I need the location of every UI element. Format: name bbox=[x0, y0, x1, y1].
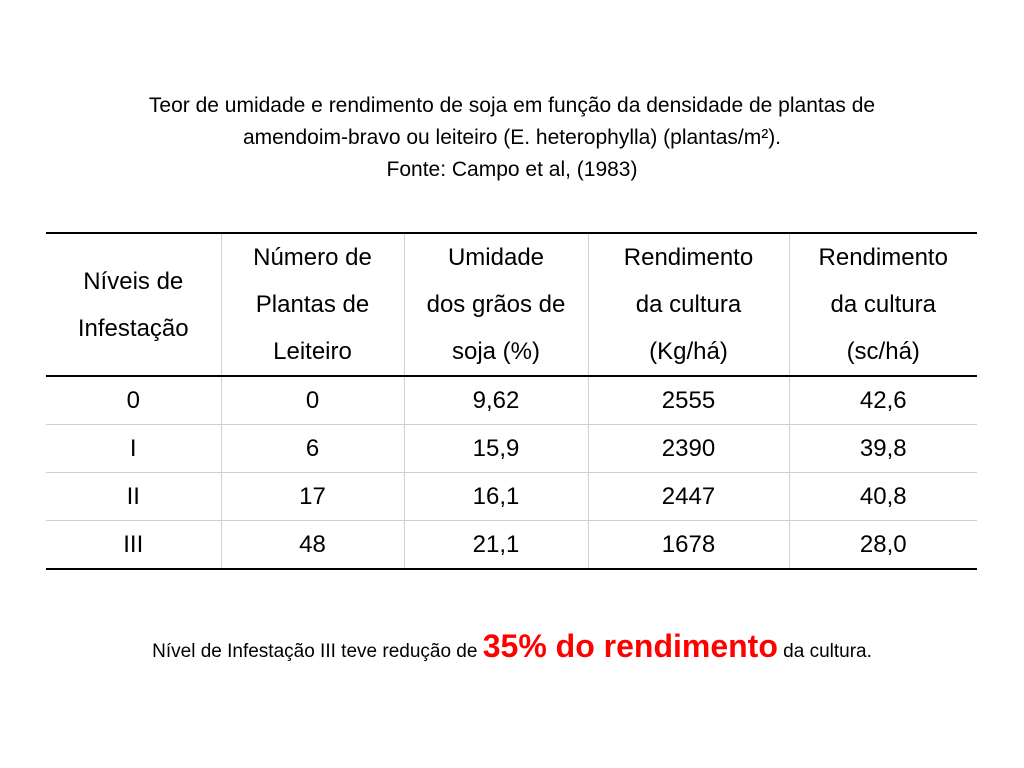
conclusion-prefix: Nível de Infestação III teve redução de bbox=[152, 641, 483, 662]
header-text-line: da cultura bbox=[830, 291, 936, 318]
cell-yield-kg: 2390 bbox=[588, 425, 789, 473]
table-body bbox=[46, 376, 977, 569]
table-header bbox=[46, 233, 977, 376]
cell-plant-count: 48 bbox=[221, 521, 404, 570]
header-text-line: Rendimento bbox=[623, 244, 754, 271]
cell-grain-moisture: 21,1 bbox=[404, 521, 588, 570]
header-text-line: Umidade bbox=[447, 244, 545, 271]
header-text-line: Níveis de bbox=[83, 267, 184, 295]
cell-infestation-level: I bbox=[46, 425, 221, 473]
cell-yield-sc: 39,8 bbox=[789, 425, 977, 473]
header-text-line: Número de bbox=[253, 244, 372, 271]
table-caption bbox=[40, 90, 984, 186]
table-row bbox=[46, 425, 977, 473]
header-text-line: (sc/há) bbox=[846, 338, 920, 365]
cell-infestation-level: III bbox=[46, 521, 221, 570]
cell-yield-sc: 42,6 bbox=[789, 376, 977, 425]
conclusion-highlight: 35% do rendimento bbox=[482, 628, 778, 664]
cell-yield-kg: 2555 bbox=[588, 376, 789, 425]
cell-grain-moisture: 16,1 bbox=[404, 473, 588, 521]
cell-yield-sc: 28,0 bbox=[789, 521, 977, 570]
cell-infestation-level: II bbox=[46, 473, 221, 521]
caption-line-2: amendoim-bravo ou leiteiro (E. heterophylla) (plantas/m²). bbox=[242, 126, 782, 149]
header-yield-kg bbox=[588, 233, 789, 376]
header-text-line: da cultura bbox=[635, 291, 742, 318]
table-row bbox=[46, 376, 977, 425]
table-row bbox=[46, 521, 977, 570]
cell-infestation-level: 0 bbox=[126, 386, 140, 414]
infestation-data-table bbox=[46, 232, 977, 570]
header-text-line: dos grãos de bbox=[426, 291, 566, 318]
header-infestation-level bbox=[46, 233, 221, 376]
caption-source: Fonte: Campo et al, (1983) bbox=[386, 158, 638, 181]
cell-plant-count: 6 bbox=[221, 425, 404, 473]
header-text-line: Leiteiro bbox=[273, 338, 352, 365]
cell-yield-sc: 40,8 bbox=[789, 473, 977, 521]
header-text-line: Plantas de bbox=[255, 291, 370, 318]
cell-yield-kg: 2447 bbox=[588, 473, 789, 521]
header-text-line: Infestação bbox=[77, 314, 189, 342]
conclusion-suffix: da cultura. bbox=[777, 641, 872, 662]
cell-grain-moisture: 9,62 bbox=[404, 376, 588, 425]
cell-yield-kg: 1678 bbox=[588, 521, 789, 570]
table-header-row bbox=[46, 233, 977, 376]
table-row bbox=[46, 473, 977, 521]
cell-plant-count: 0 bbox=[221, 376, 404, 425]
caption-line-1: Teor de umidade e rendimento de soja em função da densidade de plantas de bbox=[148, 94, 876, 117]
header-text-line: Rendimento bbox=[818, 244, 948, 271]
header-text-line: soja (%) bbox=[451, 338, 541, 365]
conclusion-text bbox=[40, 628, 984, 665]
cell-grain-moisture: 15,9 bbox=[404, 425, 588, 473]
header-plant-count bbox=[221, 233, 404, 376]
header-text-line: (Kg/há) bbox=[649, 338, 728, 365]
header-grain-moisture bbox=[404, 233, 588, 376]
header-yield-sc bbox=[789, 233, 977, 376]
cell-plant-count: 17 bbox=[221, 473, 404, 521]
